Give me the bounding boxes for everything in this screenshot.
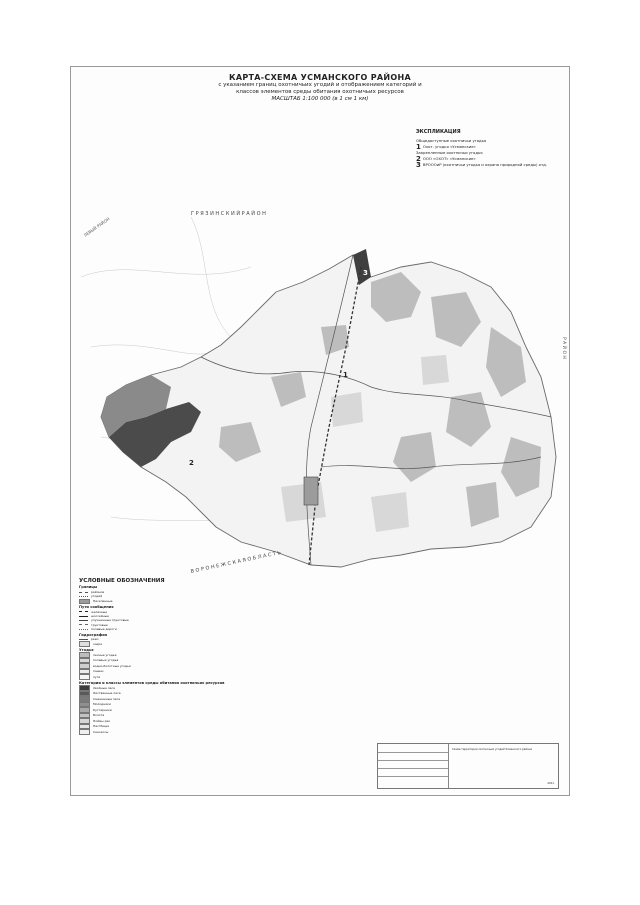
legend-class-label: Хвойные леса (93, 685, 115, 690)
explication (416, 129, 566, 168)
legend-class-label: Смешанные леса (93, 696, 121, 701)
map-title-block (71, 73, 569, 102)
legend-item: железные (79, 610, 309, 614)
legend-heading: УСЛОВНЫЕ ОБОЗНАЧЕНИЯ (79, 578, 165, 584)
legend-item: полевые дороги (79, 627, 309, 631)
label-west-district: ЛЕВЫЙ РАЙОН (82, 216, 111, 238)
explication-label-1: Охот. угодья «Усманские» (422, 144, 476, 149)
map-sheet (70, 66, 570, 796)
legend-class-item (79, 729, 309, 735)
district-map (71, 197, 569, 577)
label-zone-2: 2 (189, 459, 194, 467)
legend-item: реки (79, 637, 309, 641)
legend-section-roads: Пути сообщения (79, 605, 114, 610)
explication-label-2: ООО «ОХОТ» «Усманские» (422, 156, 476, 161)
label-south-region: В О Р О Н Е Ж С К А Я О Б Л А С Т Ь (190, 549, 282, 575)
legend-swatch (79, 729, 90, 735)
stamp-code: 2011 (547, 782, 554, 785)
map-subtitle-1: с указанием границ охотничьих угодий и отображением категорий и (218, 82, 422, 88)
legend-item: улучшенные грунтовые (79, 618, 309, 622)
legend-class-label: Пастбища (93, 724, 109, 729)
explication-num-3: 3 (416, 161, 421, 169)
explication-item-3 (416, 162, 566, 168)
explication-heading: ЭКСПЛИКАЦИЯ (416, 129, 461, 135)
explication-group-public: Общедоступные охотничьи угодья (416, 138, 487, 143)
legend-class-label: Кустарники (93, 707, 112, 712)
legend-item: озера (79, 641, 309, 647)
legend-class-label: Поймы рек (93, 718, 111, 723)
map-legend (79, 579, 309, 735)
explication-num-1: 1 (416, 143, 421, 151)
label-north-district: Г Р Я З И Н С К И Й Р А Й О Н (191, 211, 266, 217)
legend-item: районов (79, 590, 309, 594)
town-usman (304, 477, 318, 505)
legend-class-label: Сенокосы (93, 729, 109, 734)
legend-item: полевые угодья (79, 658, 309, 664)
label-zone-3: 3 (363, 269, 368, 277)
legend-item: водно-болотные угодья (79, 663, 309, 669)
stamp-grid (378, 744, 449, 788)
legend-section-land: Угодья (79, 647, 94, 652)
legend-class-label: Лиственные леса (93, 691, 121, 696)
legend-item: грунтовые (79, 623, 309, 627)
explication-group-assigned: Закрепленные охотничьи угодья (416, 150, 483, 155)
label-zone-1: 1 (343, 371, 348, 379)
legend-section-borders: Границы (79, 585, 98, 590)
legend-item: шоссейные (79, 614, 309, 618)
legend-section-water: Гидрография (79, 632, 108, 637)
legend-item: угодий (79, 594, 309, 598)
label-east-district: Р А Й О Н (561, 337, 566, 359)
legend-class-label: Болота (93, 713, 105, 718)
legend-item: Населенные (79, 599, 309, 605)
legend-section-classes: Категории и классы элементов среды обитания охотничьих ресурсов (79, 680, 225, 685)
stamp-title: Схема территории охотничьих угодий Усманского района (452, 748, 532, 751)
legend-item: лесные угодья (79, 652, 309, 658)
explication-num-2: 2 (416, 155, 421, 163)
legend-item: луга (79, 674, 309, 680)
map-subtitle-2: классов элементов среды обитания охотничьих ресурсов (236, 89, 404, 95)
legend-class-label: Молодняки (93, 702, 111, 707)
map-title: КАРТА-СХЕМА УСМАНСКОГО РАЙОНА (229, 73, 411, 82)
title-stamp (377, 743, 559, 789)
legend-class-list (79, 685, 309, 735)
map-scale: МАСШТАБ 1:100 000 (в 1 см 1 км) (271, 96, 369, 102)
legend-item: пашни (79, 669, 309, 675)
explication-label-3: ВРОООиР (охотничьи угодья и охрана природной среды) отд. (422, 162, 548, 167)
